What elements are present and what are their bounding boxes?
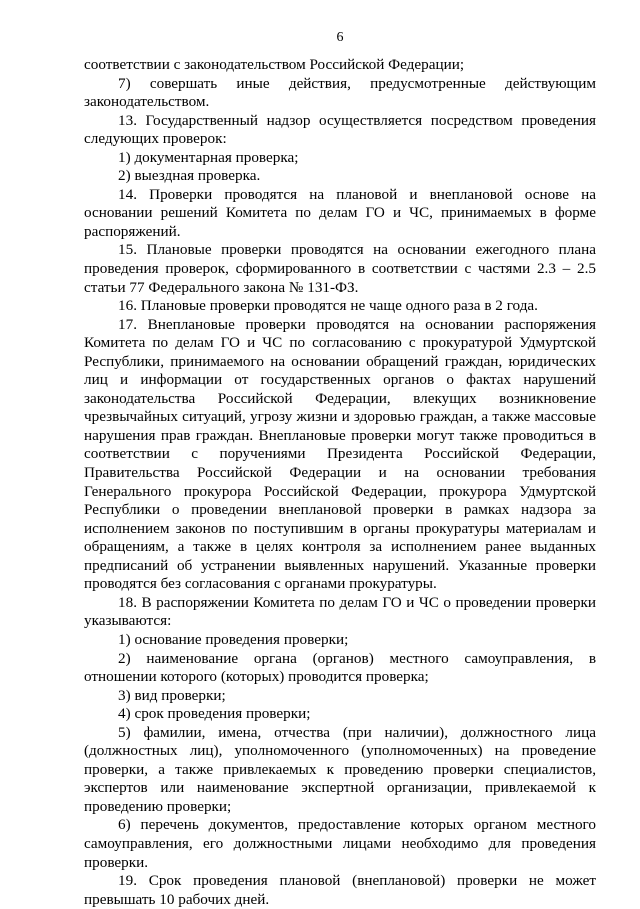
paragraph-13-item-2: 2) выездная проверка. — [118, 167, 261, 185]
paragraph-18-item-6: 6) перечень документов, предоставление которых органом местного самоуправления, его должностными лицами необходимо для проведения проверки. — [84, 816, 596, 871]
paragraph-13-item-1: 1) документарная проверка; — [118, 148, 299, 166]
paragraph-19: 19. Срок проведения плановой (внеплановой) проверки не может превышать 10 рабочих дней. — [84, 872, 596, 908]
paragraph-16: 16. Плановые проверки проводятся не чаще одного раза в 2 года. — [118, 297, 538, 315]
paragraph-continuation: соответствии с законодательством Российской Федерации; — [84, 56, 465, 73]
paragraph-18-item-5: 5) фамилии, имена, отчества (при наличии), должностного лица (должностных лиц), уполномоченного (уполномоченных) на проведение проверки, а также привлекаемых к проведению проверки специалистов, экспертов или наименование экспертной организации, привлекаемой к проведению проверки; — [84, 723, 596, 815]
paragraph-18-item-3: 3) вид проверки; — [118, 686, 226, 704]
page-number: 6 — [336, 30, 344, 45]
paragraph-15: 15. Плановые проверки проводятся на основании ежегодного плана проведения проверок, сформированного в соответствии с частями 2.3 – 2.5 статьи 77 Федерального закона № 131-ФЗ. — [84, 241, 596, 296]
document-page — [84, 30, 596, 909]
paragraph-18-item-1: 1) основание проведения проверки; — [118, 630, 349, 648]
paragraph-item-7: 7) совершать иные действия, предусмотренные действующим законодательством. — [84, 74, 596, 111]
paragraph-17: 17. Внеплановые проверки проводятся на основании распоряжения Комитета по делам ГО и ЧС по согласованию с прокуратурой Удмуртской Республики, принимаемого на основании обращений граждан, юридических лиц и информации от государственных органов о фактах нарушений законодательства Российской Федерации, влекущих возникновение чрезвычайных ситуаций, угрозу жизни и здоровью граждан, а также массовые нарушения прав граждан. Внеплановые проверки могут также проводиться в соответствии с поручениями Президента Российской Федерации, Правительства Российской Федерации и на основании требования Генерального прокурора Российской Федерации, прокурора Удмуртской Республики о проведении внеплановой проверки в рамках надзора за исполнением законов по поступившим в органы прокуратуры материалам и обращениям, а также в целях контроля за исполнением ранее выданных предписаний об устранении выявленных нарушений. Указанные проверки проводятся без согласования с органами прокуратуры. — [84, 315, 596, 593]
paragraph-18-item-2: 2) наименование органа (органов) местного самоуправления, в отношении которого (которых) проводится проверка; — [84, 649, 596, 686]
paragraph-18: 18. В распоряжении Комитета по делам ГО и ЧС о проведении проверки указываются: — [84, 593, 596, 630]
paragraph-13: 13. Государственный надзор осуществляется посредством проведения следующих проверок: — [84, 111, 596, 148]
paragraph-18-item-4: 4) срок проведения проверки; — [118, 705, 311, 723]
paragraph-14: 14. Проверки проводятся на плановой и внеплановой основе на основании решений Комитета по делам ГО и ЧС, принимаемых в форме распоряжений. — [84, 185, 596, 240]
